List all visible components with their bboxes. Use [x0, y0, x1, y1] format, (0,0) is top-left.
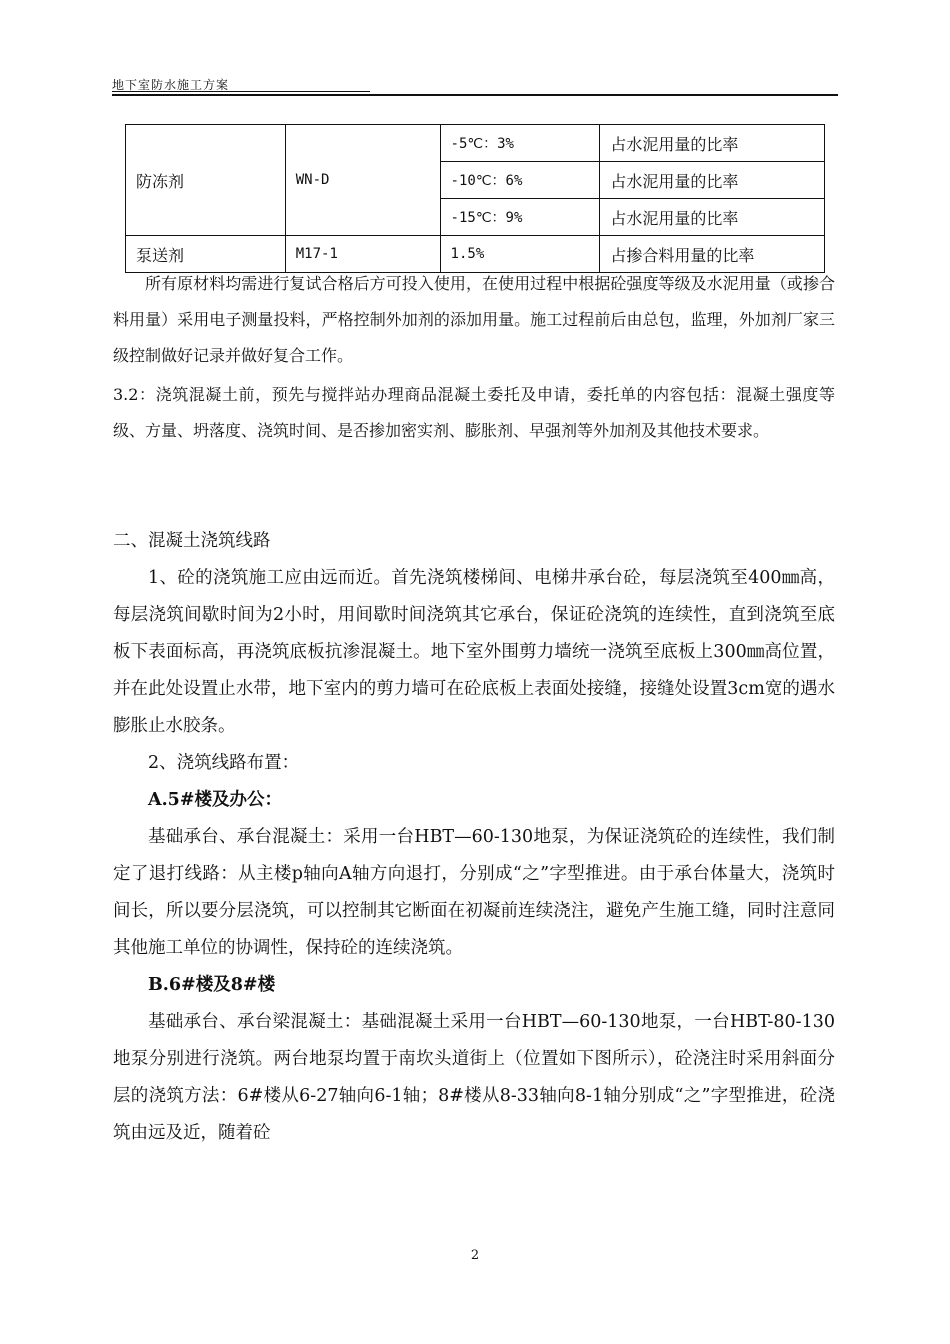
- materials-section: [113, 266, 835, 374]
- page-number: 2: [470, 1248, 480, 1263]
- header-rule: [112, 94, 838, 96]
- paragraph-route-1: 1、砼的浇筑施工应由远而近。首先浇筑楼梯间、电梯井承台砼，每层浇筑至400㎜高，每层浇筑间歇时间为2小时，用间歇时间浇筑其它承台，保证砼浇筑的连续性，直到浇筑至底板下表面标高，再浇筑底板抗渗混凝土。地下室外围剪力墙统一浇筑至底板上300㎜高位置，并在此处设置止水带，地下室内的剪力墙可在砼底板上表面处接缝，接缝处设置3cm宽的遇水膨胀止水胶条。: [113, 568, 835, 736]
- table-cell-basis: 占水泥用量的比率: [600, 199, 825, 236]
- page-header: [112, 74, 838, 94]
- table-cell-model: M17-1: [285, 236, 440, 273]
- paragraph-building-6-8: 基础承台、承台梁混凝土：基础混凝土采用一台HBT—60-130地泵，一台HBT-80-130地泵分别进行浇筑。两台地泵均置于南坎头道街上（位置如下图所示），砼浇注时采用斜面分层的浇筑方法：6#楼从6-27轴向6-1轴；8#楼从8-33轴向8-1轴分别成“之”字型推进，砼浇筑由远及近，随着砼: [113, 1012, 835, 1143]
- subheading-building-5: A.5#楼及办公：: [148, 790, 283, 810]
- table-cell-dosage: -15℃：9%: [440, 199, 600, 236]
- subheading-building-6-8: B.6#楼及8#楼: [148, 975, 276, 995]
- paragraph-route-2: 2、浇筑线路布置：: [148, 753, 300, 773]
- section-title: 二、混凝土浇筑线路: [113, 531, 271, 551]
- table-cell-name: 防冻剂: [126, 125, 286, 236]
- table-cell-model: WN-D: [285, 125, 440, 236]
- table-cell-basis: 占掺合料用量的比率: [600, 236, 825, 273]
- order-section: [113, 377, 835, 449]
- paragraph-materials: 所有原材料均需进行复试合格后方可投入使用，在使用过程中根据砼强度等级及水泥用量（或掺合料用量）采用电子测量投料，严格控制外加剂的添加用量。施工过程前后由总包，监理，外加剂厂家三级控制做好记录并做好复合工作。: [113, 274, 835, 365]
- paragraph-order-request: 3.2：浇筑混凝土前，预先与搅拌站办理商品混凝土委托及申请，委托单的内容包括：混凝土强度等级、方量、坍落度、浇筑时间、是否掺加密实剂、膨胀剂、早强剂等外加剂及其他技术要求。: [113, 385, 835, 440]
- paragraph-building-5: 基础承台、承台混凝土：采用一台HBT—60-130地泵，为保证浇筑砼的连续性，我们制定了退打线路：从主楼p轴向A轴方向退打，分别成“之”字型推进。由于承台体量大，浇筑时间长，所以要分层浇筑，可以控制其它断面在初凝前连续浇注，避免产生施工缝，同时注意同其他施工单位的协调性，保持砼的连续浇筑。: [113, 827, 835, 958]
- table-cell-dosage: -5℃：3%: [440, 125, 600, 162]
- table-cell-dosage: 1.5%: [440, 236, 600, 273]
- header-title-underline: [112, 91, 370, 92]
- table-cell-basis: 占水泥用量的比率: [600, 162, 825, 199]
- table-row: [126, 125, 825, 162]
- table-cell-name: 泵送剂: [126, 236, 286, 273]
- header-title: 地下室防水施工方案: [112, 78, 230, 92]
- table-cell-basis: 占水泥用量的比率: [600, 125, 825, 162]
- pouring-route-section: [113, 523, 835, 1152]
- admixture-table: [125, 124, 825, 273]
- table-cell-dosage: -10℃：6%: [440, 162, 600, 199]
